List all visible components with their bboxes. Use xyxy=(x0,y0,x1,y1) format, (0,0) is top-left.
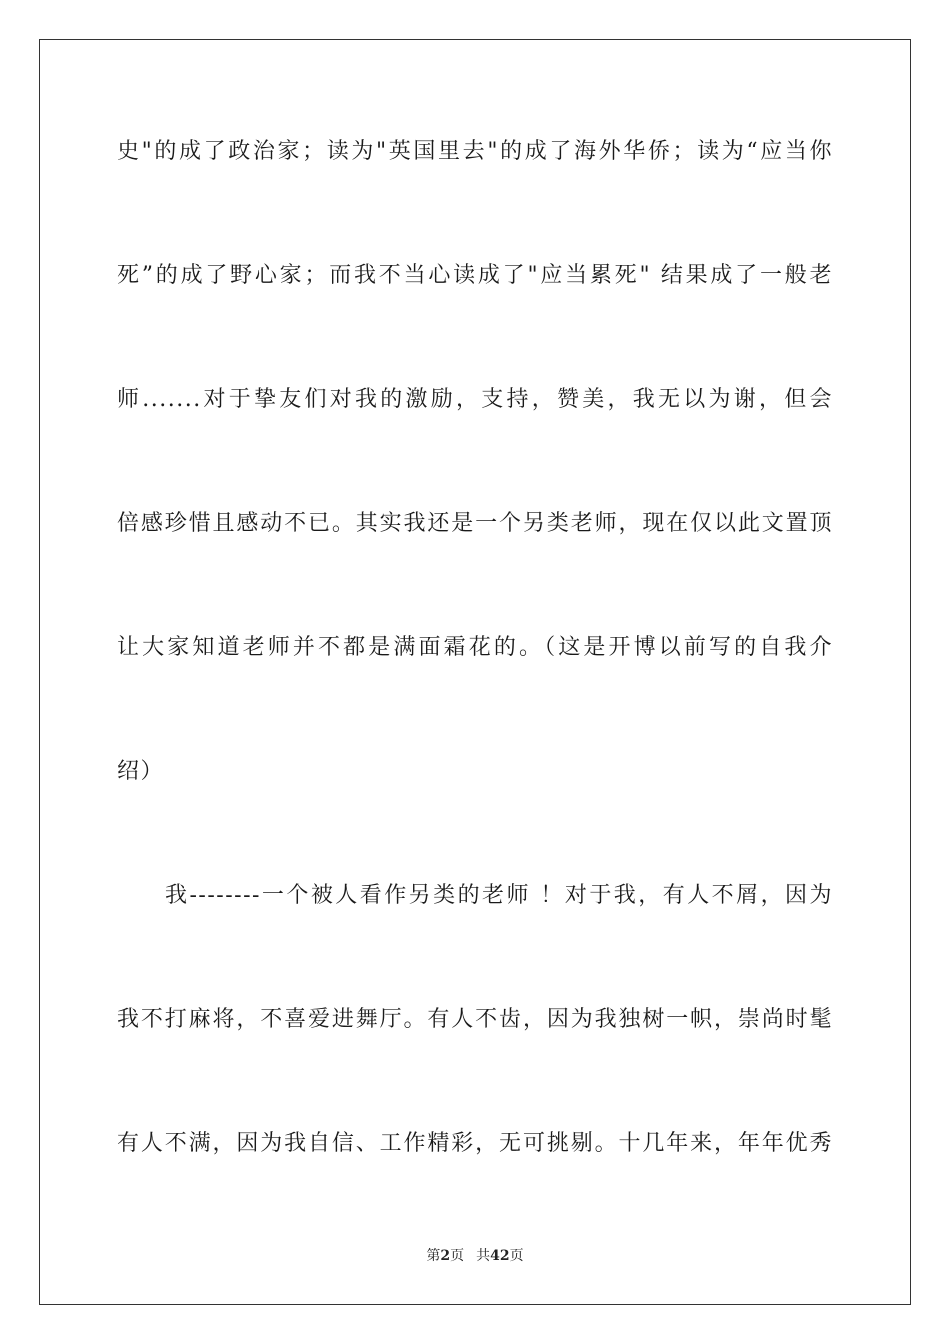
page-border xyxy=(39,39,911,1305)
text-line-7: 我--------一个被人看作另类的老师 ！对于我，有人不屑，因为 xyxy=(165,883,833,908)
total-label-suffix: 页 xyxy=(509,1248,524,1264)
page-label-prefix: 第 xyxy=(426,1248,441,1264)
page-footer xyxy=(0,1246,950,1266)
page-label-suffix: 页 xyxy=(450,1248,465,1264)
text-line-1: 史"的成了政治家；读为"英国里去"的成了海外华侨；读为“应当你 xyxy=(117,139,833,164)
text-line-6: 绍） xyxy=(117,759,165,784)
text-line-5: 让大家知道老师并不都是满面霜花的。（这是开博以前写的自我介 xyxy=(117,635,833,660)
page-number: 2 xyxy=(440,1248,451,1264)
text-line-4: 倍感珍惜且感动不已。其实我还是一个另类老师，现在仅以此文置顶 xyxy=(117,511,833,536)
text-line-8: 我不打麻将，不喜爱进舞厅。有人不齿，因为我独树一帜，崇尚时髦 xyxy=(117,1007,833,1032)
text-line-2: 死”的成了野心家；而我不当心读成了"应当累死" 结果成了一般老 xyxy=(117,263,833,288)
text-line-3: 师.......对于挚友们对我的激励，支持，赞美，我无以为谢，但会 xyxy=(117,387,833,412)
total-pages: 42 xyxy=(490,1248,510,1264)
total-label-prefix: 共 xyxy=(476,1248,491,1264)
text-line-9: 有人不满，因为我自信、工作精彩，无可挑剔。十几年来，年年优秀 xyxy=(117,1131,833,1156)
